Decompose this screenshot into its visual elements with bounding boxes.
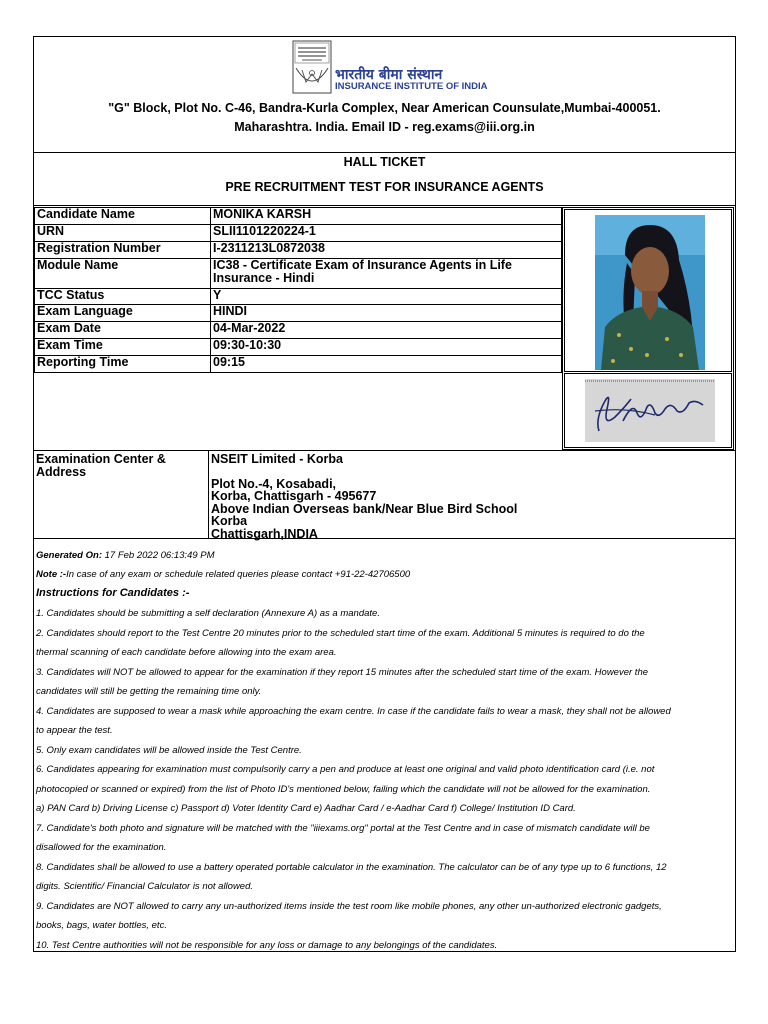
exam-center-label: Examination Center & Address: [36, 452, 166, 479]
center-address-line: Korba: [211, 514, 248, 528]
detail-value: IC38 - Certificate Exam of Insurance Agents in Life Insurance - Hindi: [211, 259, 562, 289]
table-row: [35, 339, 562, 356]
divider: [208, 450, 209, 538]
table-row: [35, 356, 562, 373]
institute-logo: [292, 40, 488, 95]
generated-on: [36, 546, 215, 566]
instruction-line: books, bags, water bottles, etc.: [36, 920, 167, 931]
detail-label: TCC Status: [35, 289, 211, 305]
detail-label: Exam Date: [35, 322, 211, 339]
photo-frame: [564, 209, 732, 372]
signature-frame: [564, 373, 732, 448]
detail-label: Candidate Name: [35, 208, 211, 225]
detail-value: 09:15: [211, 356, 562, 373]
instruction-line: 8. Candidates shall be allowed to use a battery operated portable calculator in the examination. The calculator can be of any type up to 6 functions, 12: [36, 861, 667, 873]
table-row: [35, 225, 562, 242]
detail-value: SLII1101220224-1: [211, 225, 562, 242]
note-label: Note :-: [36, 569, 67, 580]
instruction-line: 9. Candidates are NOT allowed to carry any un-authorized items inside the test room like mobile phones, any other un-authorized electronic gadgets,: [36, 900, 662, 912]
instruction-line: digits. Scientific/ Financial Calculator is not allowed.: [36, 881, 254, 892]
detail-value: 04-Mar-2022: [211, 322, 562, 339]
center-address-line: Korba, Chattisgarh - 495677: [211, 489, 377, 503]
table-row: [35, 208, 562, 225]
institute-hindi-name: भारतीय बीमा संस्थान: [335, 67, 443, 83]
candidate-details-table: [34, 207, 562, 373]
table-row: [35, 322, 562, 339]
instruction-line: candidates will still be getting the remaining time only.: [36, 686, 262, 697]
address-line-1: "G" Block, Plot No. C-46, Bandra-Kurla Complex, Near American Counsulate,Mumbai-400051.: [108, 101, 661, 115]
hall-ticket-sheet: [33, 36, 736, 952]
instruction-line: 1. Candidates should be submitting a self declaration (Annexure A) as a mandate.: [36, 608, 380, 619]
table-row: [35, 242, 562, 259]
detail-value: Y: [211, 289, 562, 305]
note-value: In case of any exam or schedule related queries please contact +91-22-42706500: [66, 569, 411, 580]
detail-label: URN: [35, 225, 211, 242]
address-line-2: Maharashtra. India. Email ID - reg.exams@iii.org.in: [234, 120, 535, 134]
candidate-signature: [585, 379, 715, 442]
institute-emblem-icon: [292, 40, 332, 94]
detail-value: HINDI: [211, 305, 562, 322]
detail-label: Module Name: [35, 259, 211, 289]
institute-english-name: INSURANCE INSTITUTE OF INDIA: [335, 81, 488, 92]
instruction-line: 6. Candidates appearing for examination must compulsorily carry a pen and produce at least one original and valid photo identification card (i.e. not: [36, 764, 655, 775]
instruction-line: 10. Test Centre authorities will not be responsible for any loss or damage to any belongings of the candidates.: [36, 939, 498, 951]
exam-center-address: [211, 453, 517, 540]
center-name: NSEIT Limited - Korba: [211, 452, 343, 466]
detail-label: Registration Number: [35, 242, 211, 259]
detail-value: MONIKA KARSH: [211, 208, 562, 225]
table-row: [35, 289, 562, 305]
instruction-line: 7. Candidate's both photo and signature will be matched with the "iiiexams.org" portal at the Test Centre and in case of mismatch candidate will be: [36, 822, 650, 834]
instruction-line: disallowed for the examination.: [36, 842, 167, 853]
instruction-line: a) PAN Card b) Driving License c) Passport d) Voter Identity Card e) Aadhar Card / e-Aadhar Card f) College/ Institution ID Card.: [36, 803, 576, 814]
candidate-photo: [595, 215, 705, 370]
table-row: [35, 259, 562, 289]
detail-label: Exam Language: [35, 305, 211, 322]
instructions-list: [36, 604, 733, 955]
generated-value: 17 Feb 2022 06:13:49 PM: [104, 550, 215, 561]
divider: [34, 538, 735, 539]
instruction-line: 3. Candidates will NOT be allowed to appear for the examination if they report 15 minutes after the scheduled start time of the exam. However the: [36, 666, 649, 678]
divider: [34, 152, 735, 153]
divider: [34, 450, 735, 451]
instruction-line: 4. Candidates are supposed to wear a mask while approaching the exam centre. In case if the candidate fails to wear a mask, they shall not be allowed: [36, 705, 671, 717]
detail-label: Reporting Time: [35, 356, 211, 373]
detail-value: 09:30-10:30: [211, 339, 562, 356]
center-address-line: Above Indian Overseas bank/Near Blue Bird School: [211, 501, 518, 516]
detail-label: Exam Time: [35, 339, 211, 356]
instruction-line: 2. Candidates should report to the Test Centre 20 minutes prior to the scheduled start time of the exam. Additional 5 minutes is required to do the: [36, 627, 645, 639]
table-row: [35, 305, 562, 322]
instruction-line: 5. Only exam candidates will be allowed inside the Test Centre.: [36, 744, 302, 756]
center-address-line: Plot No.-4, Kosabadi,: [211, 476, 337, 491]
hall-ticket-title: HALL TICKET: [343, 155, 426, 169]
instruction-line: thermal scanning of each candidate before allowing into the exam area.: [36, 647, 337, 658]
exam-title: PRE RECRUITMENT TEST FOR INSURANCE AGENTS: [225, 180, 544, 194]
note: [36, 565, 410, 585]
instructions-heading: Instructions for Candidates :-: [36, 587, 190, 599]
generated-label: Generated On:: [36, 550, 102, 561]
divider: [34, 205, 735, 206]
instruction-line: to appear the test.: [36, 725, 113, 736]
center-address-line: Chattisgarh,INDIA: [211, 526, 318, 541]
instruction-line: photocopied or scanned or expired) from the list of Photo ID's mentioned below, failing which the candidate will not be allowed for the examination.: [36, 783, 651, 795]
detail-value: I-2311213L0872038: [211, 242, 562, 259]
